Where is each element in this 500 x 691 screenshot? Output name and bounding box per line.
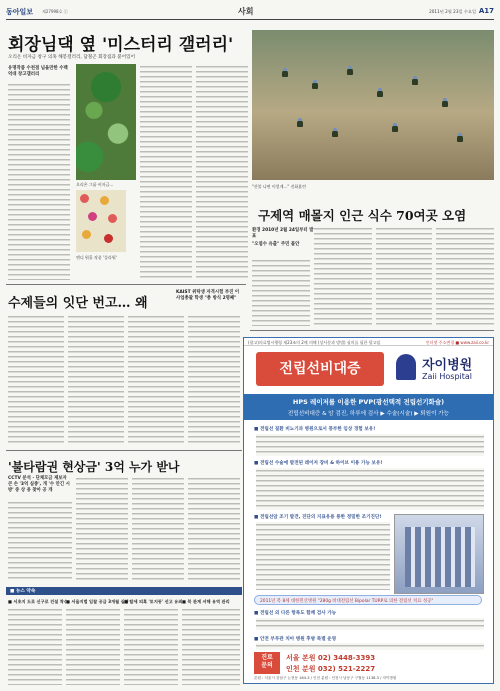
news-brief-heading: ■ 서울지법 입찰 공급 3개월 실형 bbox=[66, 599, 129, 604]
hospital-logo-icon bbox=[396, 354, 416, 380]
article2-text-col3 bbox=[376, 226, 432, 326]
article2-text-col1 bbox=[252, 258, 310, 326]
contact-badge: 진료 문의 bbox=[254, 652, 280, 674]
ad-highlight-pill: 2011년 복 8세 대한민산병원 "280g 비대전립선 Bipolar TURP로 의한 전립선 치료 성공" bbox=[254, 595, 482, 605]
hospital-name-english: Zaii Hospital bbox=[422, 372, 473, 381]
ad-section-text bbox=[256, 522, 390, 590]
news-brief-text bbox=[66, 607, 120, 685]
article1-subheadline: 오리온 비자금 창구 의혹 해봉갤러리, 담철곤 회장집과 붙어있어 bbox=[8, 55, 136, 60]
news-brief-heading: ■ 서초지 도로 신구로 건설 착수 bbox=[8, 599, 68, 604]
ad-footer-address: 본원 : 서울시 강남구 논현동 164-3 / 인천 분원 : 인천시 남동구 구월동 1138-3 / 자이병원 bbox=[254, 676, 397, 680]
article1-photo-flowers bbox=[76, 190, 126, 252]
article2-text-col4 bbox=[436, 226, 494, 326]
page-number: A17 bbox=[478, 7, 494, 15]
ad-section-heading: ■ 안전 부루관 치아 병원 후방 특별 운영 bbox=[254, 637, 337, 642]
ad-section-heading: ■ 전립선 수술에 발전된 레이저 장비 & 하이브 이용 가능 보유! bbox=[254, 461, 383, 466]
ad-banner-line2: 전립선비대증 & 암 검진, 하루에 검사 ▶ 수술(시술) ▶ 퇴원이 가능 bbox=[287, 411, 450, 417]
ad-website[interactable]: 인터넷 주소변경 ■ www.zaii.co.kr bbox=[425, 340, 489, 345]
article3-text-col3 bbox=[128, 314, 184, 446]
article3-text-col2 bbox=[68, 314, 124, 446]
article4-blurb: CCTV 분석 · 단체모금 제보자 큰 손 '3억 실종', 개 '수 안긴 시 방' 중 상 용 찾아 공 개 bbox=[8, 476, 70, 493]
hospital-building-image bbox=[394, 514, 484, 594]
article4-text-col2 bbox=[76, 476, 128, 582]
article3-headline: 수제들의 잇단 번고… 왜 bbox=[8, 296, 148, 311]
article1-photo-painting bbox=[76, 64, 136, 180]
hospital-logo bbox=[396, 352, 486, 388]
ad-banner-line1: HPS 레이저를 이용한 PVP(광선택적 전립선기화술) bbox=[292, 398, 445, 406]
news-brief-text bbox=[182, 607, 240, 685]
ad-section-text bbox=[256, 643, 484, 650]
article4-text-col1 bbox=[8, 500, 72, 582]
news-briefs-bar: ■ 뉴스 약속 bbox=[6, 587, 242, 595]
article2-text-col2 bbox=[314, 226, 372, 326]
phone-incheon[interactable]: 인천 분원 032) 521-2227 bbox=[286, 665, 376, 673]
ad-disclaimer: (광고)의료법시행령 제23조의 2에 의해 (상사분과 방법) 심의를 필한 광고임 bbox=[248, 340, 381, 345]
article1-headline: 회장님댁 옆 '미스터리 갤러리' bbox=[8, 35, 234, 55]
article2-photo-drill bbox=[252, 30, 494, 180]
issue-number: 제27998호 ⓒ bbox=[42, 9, 68, 14]
article1-text-col3 bbox=[196, 64, 248, 280]
article4-text-col4 bbox=[188, 476, 240, 582]
publication-date: 2011년 2월 23일 수요일 bbox=[429, 9, 476, 14]
article4-headline: '불타람권 현상금' 3억 누가 받나 bbox=[8, 460, 180, 474]
ad-section-text bbox=[256, 468, 484, 510]
article1-caption-1: 오리온 그룹 비자금... bbox=[76, 182, 114, 187]
masthead bbox=[6, 6, 494, 20]
divider bbox=[250, 330, 494, 331]
article2-photo-caption: "산불 나면 이렇게…" 진화훈련 bbox=[252, 184, 306, 189]
ad-contact-box bbox=[254, 652, 484, 674]
phone-seoul[interactable]: 서울 본원 02) 3448-3393 bbox=[286, 654, 376, 662]
article1-text-col1 bbox=[8, 82, 70, 280]
ad-section-heading: ■ 전립선암 조기 발견, 진단의 지표유용 통한 정밀한 조기진단! bbox=[254, 515, 382, 520]
ad-title: 전립선비대증 bbox=[256, 352, 384, 386]
article1-caption-2: 앤디 워홀 작품 '플라워' bbox=[76, 255, 117, 260]
divider bbox=[6, 284, 246, 285]
ad-section-heading: ■ 전립선 외 다른 항목도 함께 검사 가능 bbox=[254, 611, 337, 616]
ad-banner bbox=[244, 394, 493, 420]
newspaper-brand: 동아일보 bbox=[6, 8, 34, 16]
article4-text-col3 bbox=[132, 476, 184, 582]
section-title: 사회 bbox=[238, 7, 254, 16]
news-brief-text bbox=[8, 607, 62, 685]
news-brief-heading: ■ 북 관계 서해 유역 관리 bbox=[182, 599, 230, 604]
article3-text-col4 bbox=[188, 314, 240, 446]
hospital-advertisement[interactable] bbox=[243, 337, 494, 684]
article2-headline: 구제역 매몰지 인근 식수 70여곳 오염 bbox=[258, 208, 467, 223]
divider bbox=[6, 450, 242, 451]
ad-section-text bbox=[256, 434, 484, 456]
article3-blurb: KAIST 위탁생 자격시험 부진 이 사업총괄 학생 "총 방식 2명째" bbox=[176, 290, 240, 301]
article1-blurb: 유명작품 수천점 넘을만한 수백억대 창고갤러리 bbox=[8, 66, 68, 77]
ad-section-text bbox=[256, 618, 484, 630]
article3-text-col1 bbox=[8, 314, 64, 446]
news-brief-heading: ■ 탈세 의혹 '토지동' 선고 유죄 bbox=[124, 599, 183, 604]
article2-blurb-2: "오염수 유출" 주민 불안 bbox=[252, 242, 300, 247]
hospital-name: 자이병원 bbox=[422, 358, 473, 373]
article2-blurb-1: 환경 2010년 2월 24일부터 발표 bbox=[252, 228, 314, 239]
article1-text-col2 bbox=[140, 64, 192, 280]
news-brief-text bbox=[124, 607, 178, 685]
ad-section-heading: ■ 전립선 질환 비뇨기과 병원으로서 풍부한 임상 경험 보유! bbox=[254, 427, 376, 432]
ad-top-strip bbox=[244, 338, 493, 346]
